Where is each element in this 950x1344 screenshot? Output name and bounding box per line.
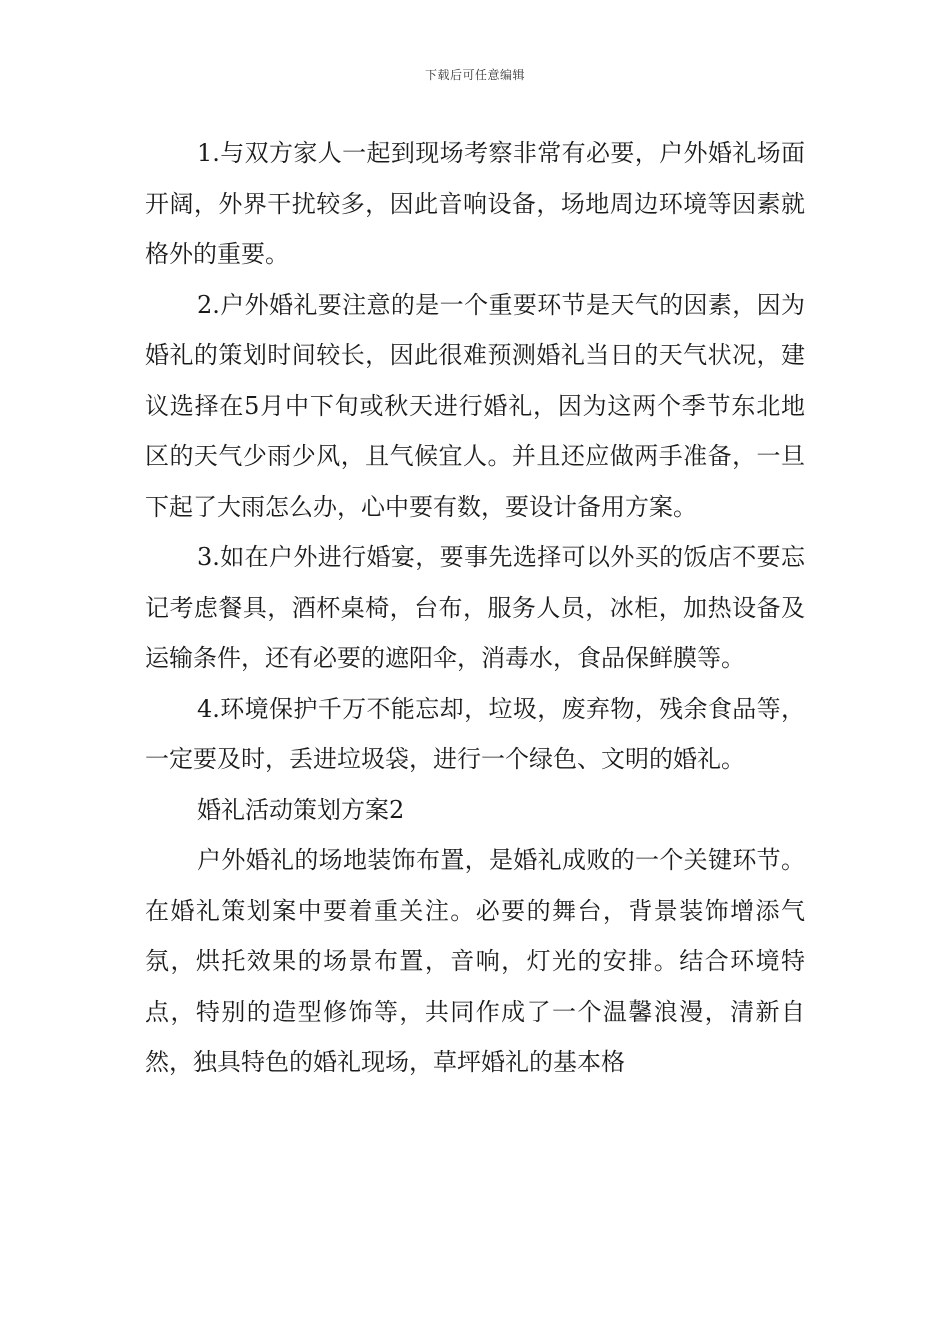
paragraph-2: 2.户外婚礼要注意的是一个重要环节是天气的因素，因为婚礼的策划时间较长，因此很难预测婚礼当日的天气状况，建议选择在5月中下旬或秋天进行婚礼，因为这两个季节东北地区的天气少雨少风，且气候宜人。并且还应做两手准备，一旦下起了大雨怎么办，心中要有数，要设计备用方案。	[145, 290, 805, 521]
document-body	[145, 128, 805, 1088]
paragraph-4: 4.环境保护千万不能忘却，垃圾，废弃物，残余食品等，一定要及时，丢进垃圾袋，进行一个绿色、文明的婚礼。	[145, 694, 805, 773]
paragraph-1: 1.与双方家人一起到现场考察非常有必要，户外婚礼场面开阔，外界干扰较多，因此音响设备，场地周边环境等因素就格外的重要。	[145, 139, 805, 268]
page-header-note: 下载后可任意编辑	[424, 68, 525, 82]
section-title: 婚礼活动策划方案2	[197, 795, 405, 824]
section-paragraph: 户外婚礼的场地装饰布置，是婚礼成败的一个关键环节。在婚礼策划案中要着重关注。必要的舞台，背景装饰增添气氛，烘托效果的场景布置，音响，灯光的安排。结合环境特点，特别的造型修饰等，共同作成了一个温馨浪漫，清新自然，独具特色的婚礼现场，草坪婚礼的基本格	[145, 846, 805, 1076]
paragraph-3: 3.如在户外进行婚宴，要事先选择可以外买的饭店不要忘记考虑餐具，酒杯桌椅，台布，服务人员，冰柜，加热设备及运输条件，还有必要的遮阳伞，消毒水，食品保鲜膜等。	[145, 543, 805, 672]
